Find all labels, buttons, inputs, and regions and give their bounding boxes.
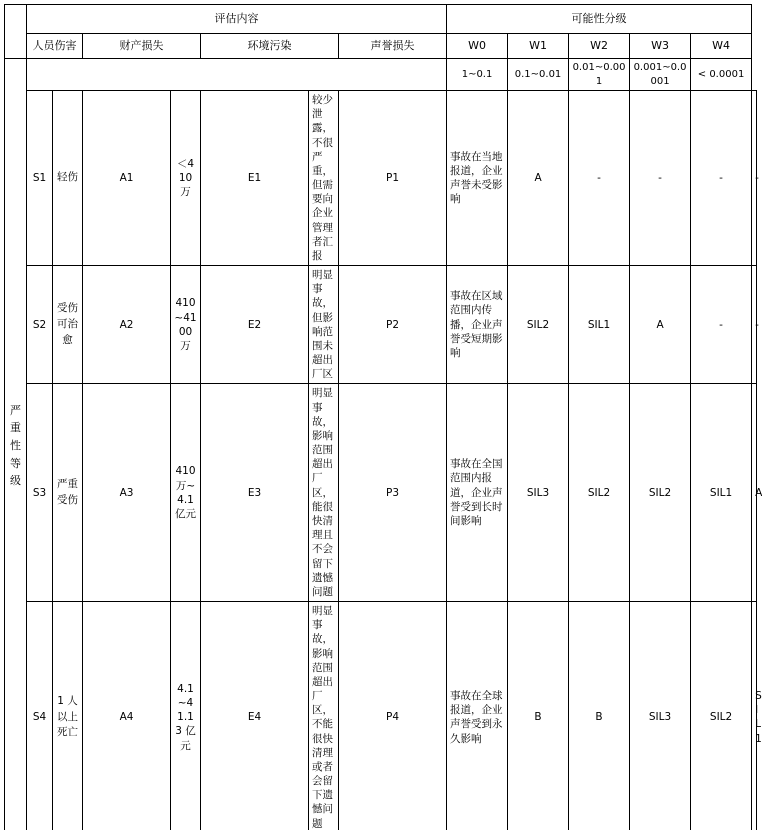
- environment-desc-e2: 明显事故，但影响范围未超出厂区: [309, 266, 339, 384]
- level-s1-w4: -: [752, 91, 757, 266]
- level-s3-w1: SIL2: [569, 384, 630, 602]
- severity-code-s4: S4: [27, 602, 53, 830]
- environment-code-e4: E4: [201, 602, 309, 830]
- severity-axis-label: 严重性等级: [5, 59, 27, 830]
- severity-label-s1: 轻伤: [53, 91, 83, 266]
- range-w2: 0.01~0.001: [569, 59, 630, 91]
- level-s1-w0: A: [508, 91, 569, 266]
- table-header-sub-row: [5, 34, 757, 59]
- header-property-loss: 财产损失: [83, 34, 201, 59]
- severity-label-s4: 1 人以上死亡: [53, 602, 83, 830]
- level-s4-w2: SIL3: [630, 602, 691, 830]
- severity-code-s1: S1: [27, 91, 53, 266]
- severity-label-s2: 受伤可治愈: [53, 266, 83, 384]
- range-w1: 0.1~0.01: [508, 59, 569, 91]
- level-s2-w3: -: [691, 266, 752, 384]
- reputation-desc-p4: 事故在全球报道，企业声誉受到永久影响: [447, 602, 508, 830]
- level-s1-w1: -: [569, 91, 630, 266]
- header-col-w2: W2: [569, 34, 630, 59]
- table-header-range-row: [5, 59, 757, 91]
- table-row: [5, 266, 757, 384]
- level-s3-w4: A: [752, 384, 757, 602]
- header-col-w0: W0: [447, 34, 508, 59]
- level-s2-w1: SIL1: [569, 266, 630, 384]
- property-code-a1: A1: [83, 91, 171, 266]
- level-s4-w4: SIL1: [752, 602, 757, 830]
- level-s1-w3: -: [691, 91, 752, 266]
- level-s4-w0: B: [508, 602, 569, 830]
- severity-code-s2: S2: [27, 266, 53, 384]
- range-row-blank: [27, 59, 447, 91]
- corner-blank-cell: [5, 5, 27, 59]
- property-value-a3: 410万~4.1 亿元: [171, 384, 201, 602]
- header-col-w1: W1: [508, 34, 569, 59]
- table-row: [5, 91, 757, 266]
- severity-label-s3: 严重受伤: [53, 384, 83, 602]
- header-assessment-content: 评估内容: [27, 5, 447, 34]
- property-value-a1: ＜410 万: [171, 91, 201, 266]
- environment-desc-e4: 明显事故，影响范围超出厂区，不能很快清理或者会留下遗憾问题: [309, 602, 339, 830]
- header-col-w3: W3: [630, 34, 691, 59]
- range-w0: 1~0.1: [447, 59, 508, 91]
- property-code-a3: A3: [83, 384, 171, 602]
- reputation-code-p2: P2: [339, 266, 447, 384]
- level-s3-w0: SIL3: [508, 384, 569, 602]
- level-s2-w2: A: [630, 266, 691, 384]
- range-w4: < 0.0001: [691, 59, 752, 91]
- level-s2-w4: -: [752, 266, 757, 384]
- level-s3-w3: SIL1: [691, 384, 752, 602]
- header-probability-grade: 可能性分级: [447, 5, 752, 34]
- reputation-code-p3: P3: [339, 384, 447, 602]
- property-code-a2: A2: [83, 266, 171, 384]
- property-value-a2: 410~4100 万: [171, 266, 201, 384]
- level-s2-w0: SIL2: [508, 266, 569, 384]
- property-value-a4: 4.1~41.13 亿元: [171, 602, 201, 830]
- header-reputation-loss: 声誉损失: [339, 34, 447, 59]
- reputation-code-p1: P1: [339, 91, 447, 266]
- reputation-desc-p2: 事故在区域范围内传播，企业声誉受短期影响: [447, 266, 508, 384]
- header-personal-injury: 人员伤害: [27, 34, 83, 59]
- level-s4-w3: SIL2: [691, 602, 752, 830]
- table-row: [5, 384, 757, 602]
- level-s4-w1: B: [569, 602, 630, 830]
- risk-matrix-table: [4, 4, 757, 830]
- environment-desc-e1: 较少泄露，不很严重，但需要向企业管理者汇报: [309, 91, 339, 266]
- environment-code-e3: E3: [201, 384, 309, 602]
- table-header-group-row: [5, 5, 757, 34]
- reputation-desc-p1: 事故在当地报道，企业声誉未受影响: [447, 91, 508, 266]
- reputation-desc-p3: 事故在全国范围内报道，企业声誉受到长时间影响: [447, 384, 508, 602]
- table-row: [5, 602, 757, 830]
- reputation-code-p4: P4: [339, 602, 447, 830]
- level-s3-w2: SIL2: [630, 384, 691, 602]
- risk-matrix-sheet: [0, 4, 762, 419]
- header-environment-pollution: 环境污染: [201, 34, 339, 59]
- environment-code-e1: E1: [201, 91, 309, 266]
- header-col-w4: W4: [691, 34, 752, 59]
- severity-code-s3: S3: [27, 384, 53, 602]
- environment-code-e2: E2: [201, 266, 309, 384]
- environment-desc-e3: 明显事故，影响范围超出厂区，能很快清理且不会留下遗憾问题: [309, 384, 339, 602]
- range-w3: 0.001~0.0001: [630, 59, 691, 91]
- level-s1-w2: -: [630, 91, 691, 266]
- property-code-a4: A4: [83, 602, 171, 830]
